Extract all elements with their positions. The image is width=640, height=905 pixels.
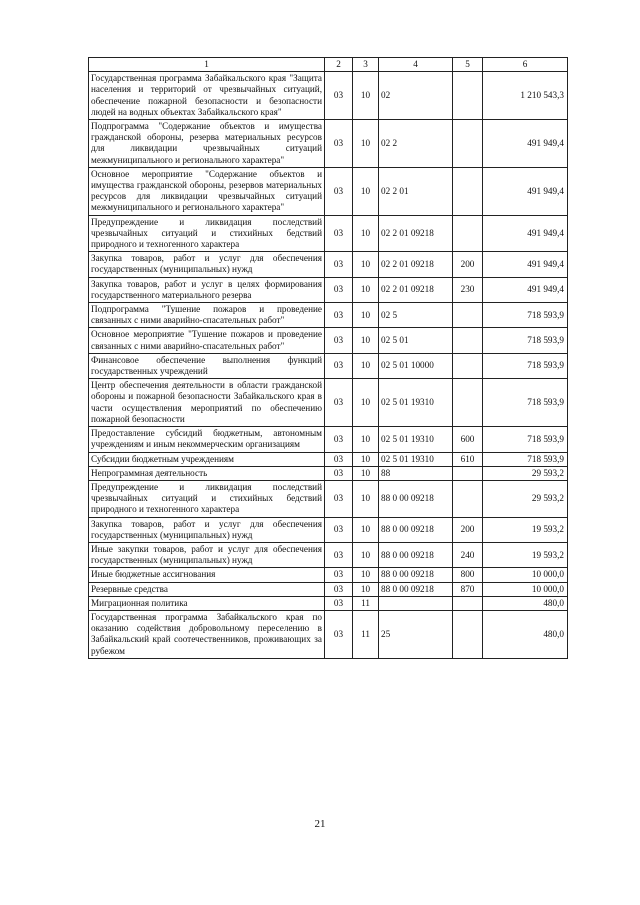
row-subsection: 10 bbox=[353, 328, 379, 353]
row-subsection: 10 bbox=[353, 542, 379, 567]
row-amount: 491 949,4 bbox=[483, 167, 568, 215]
page-number: 21 bbox=[314, 818, 326, 830]
table-row bbox=[89, 379, 568, 427]
row-amount: 480,0 bbox=[483, 596, 568, 610]
row-name: Закупка товаров, работ и услуг для обеспечения государственных (муниципальных) нужд bbox=[89, 517, 325, 542]
row-subsection: 10 bbox=[353, 167, 379, 215]
table-row bbox=[89, 610, 568, 658]
row-target-code: 02 5 01 19310 bbox=[379, 379, 453, 427]
row-amount: 10 000,0 bbox=[483, 568, 568, 582]
row-target-code: 02 5 01 10000 bbox=[379, 353, 453, 378]
row-subsection: 10 bbox=[353, 72, 379, 120]
header-col-6: 6 bbox=[483, 58, 568, 72]
row-amount: 19 593,2 bbox=[483, 517, 568, 542]
row-name: Предупреждение и ликвидация последствий чрезвычайных ситуаций и стихийных бедствий природного и техногенного характера bbox=[89, 480, 325, 517]
row-amount: 19 593,2 bbox=[483, 542, 568, 567]
table-row bbox=[89, 466, 568, 480]
row-amount: 718 593,9 bbox=[483, 303, 568, 328]
table-row bbox=[89, 517, 568, 542]
row-expense-type: 800 bbox=[453, 568, 483, 582]
row-subsection: 10 bbox=[353, 466, 379, 480]
row-subsection: 10 bbox=[353, 427, 379, 452]
row-amount: 491 949,4 bbox=[483, 277, 568, 302]
row-section: 03 bbox=[325, 480, 353, 517]
table-row bbox=[89, 252, 568, 277]
row-name: Подпрограмма "Содержание объектов и имущества гражданской обороны, резерва материальных ресурсов для ликвидации чрезвычайных ситуаций межмуниципального и регионального характера" bbox=[89, 120, 325, 168]
row-name: Иные бюджетные ассигнования bbox=[89, 568, 325, 582]
row-name: Подпрограмма "Тушение пожаров и проведение связанных с ними аварийно-спасательных работ" bbox=[89, 303, 325, 328]
row-section: 03 bbox=[325, 466, 353, 480]
row-name: Субсидии бюджетным учреждениям bbox=[89, 452, 325, 466]
table-row bbox=[89, 328, 568, 353]
row-expense-type bbox=[453, 596, 483, 610]
row-amount: 10 000,0 bbox=[483, 582, 568, 596]
table-row bbox=[89, 542, 568, 567]
header-col-4: 4 bbox=[379, 58, 453, 72]
row-name: Основное мероприятие "Содержание объектов и имущества гражданской обороны, резервов материальных ресурсов для ликвидации чрезвычайных ситуаций межмуниципального и регионального характера" bbox=[89, 167, 325, 215]
row-section: 03 bbox=[325, 277, 353, 302]
row-subsection: 10 bbox=[353, 379, 379, 427]
row-section: 03 bbox=[325, 328, 353, 353]
row-expense-type: 200 bbox=[453, 517, 483, 542]
row-name: Закупка товаров, работ и услуг в целях формирования государственного материального резерва bbox=[89, 277, 325, 302]
row-section: 03 bbox=[325, 610, 353, 658]
row-expense-type: 230 bbox=[453, 277, 483, 302]
table-row bbox=[89, 303, 568, 328]
table-row bbox=[89, 582, 568, 596]
row-target-code: 02 2 bbox=[379, 120, 453, 168]
row-target-code: 02 2 01 09218 bbox=[379, 215, 453, 252]
row-target-code: 02 2 01 09218 bbox=[379, 277, 453, 302]
table-header-row bbox=[89, 58, 568, 72]
row-section: 03 bbox=[325, 120, 353, 168]
row-name: Государственная программа Забайкальского края по оказанию содействия добровольному переселению в Забайкальский край соотечественников, проживающих за рубежом bbox=[89, 610, 325, 658]
table-row bbox=[89, 452, 568, 466]
row-amount: 480,0 bbox=[483, 610, 568, 658]
row-name: Основное мероприятие "Тушение пожаров и проведение связанных с ними аварийно-спасательных работ" bbox=[89, 328, 325, 353]
header-col-3: 3 bbox=[353, 58, 379, 72]
table-row bbox=[89, 72, 568, 120]
row-expense-type: 240 bbox=[453, 542, 483, 567]
row-amount: 718 593,9 bbox=[483, 379, 568, 427]
row-expense-type bbox=[453, 610, 483, 658]
header-col-1: 1 bbox=[89, 58, 325, 72]
row-expense-type bbox=[453, 353, 483, 378]
row-amount: 718 593,9 bbox=[483, 353, 568, 378]
row-target-code: 88 0 00 09218 bbox=[379, 582, 453, 596]
row-section: 03 bbox=[325, 167, 353, 215]
row-section: 03 bbox=[325, 568, 353, 582]
row-amount: 718 593,9 bbox=[483, 452, 568, 466]
row-subsection: 10 bbox=[353, 120, 379, 168]
row-target-code: 02 5 01 bbox=[379, 328, 453, 353]
row-target-code: 02 5 bbox=[379, 303, 453, 328]
table-row bbox=[89, 596, 568, 610]
row-expense-type bbox=[453, 303, 483, 328]
row-section: 03 bbox=[325, 303, 353, 328]
table-row bbox=[89, 215, 568, 252]
row-section: 03 bbox=[325, 353, 353, 378]
row-target-code: 02 5 01 19310 bbox=[379, 427, 453, 452]
row-expense-type bbox=[453, 120, 483, 168]
row-name: Предупреждение и ликвидация последствий чрезвычайных ситуаций и стихийных бедствий природного и техногенного характера bbox=[89, 215, 325, 252]
row-section: 03 bbox=[325, 542, 353, 567]
row-target-code: 88 0 00 09218 bbox=[379, 480, 453, 517]
row-amount: 718 593,9 bbox=[483, 427, 568, 452]
row-subsection: 10 bbox=[353, 277, 379, 302]
row-amount: 1 210 543,3 bbox=[483, 72, 568, 120]
row-target-code: 02 2 01 bbox=[379, 167, 453, 215]
row-subsection: 10 bbox=[353, 452, 379, 466]
row-section: 03 bbox=[325, 452, 353, 466]
row-subsection: 11 bbox=[353, 596, 379, 610]
row-section: 03 bbox=[325, 517, 353, 542]
row-subsection: 11 bbox=[353, 610, 379, 658]
row-section: 03 bbox=[325, 252, 353, 277]
row-amount: 29 593,2 bbox=[483, 480, 568, 517]
table-row bbox=[89, 353, 568, 378]
table-row bbox=[89, 167, 568, 215]
table-row bbox=[89, 427, 568, 452]
row-expense-type: 870 bbox=[453, 582, 483, 596]
row-name: Иные закупки товаров, работ и услуг для обеспечения государственных (муниципальных) нужд bbox=[89, 542, 325, 567]
row-name: Центр обеспечения деятельности в области гражданской обороны и пожарной безопасности Забайкальского края в части осуществления мероприятий по обеспечению пожарной безопасности bbox=[89, 379, 325, 427]
row-subsection: 10 bbox=[353, 582, 379, 596]
row-subsection: 10 bbox=[353, 568, 379, 582]
row-target-code bbox=[379, 596, 453, 610]
row-section: 03 bbox=[325, 215, 353, 252]
table-row bbox=[89, 120, 568, 168]
row-section: 03 bbox=[325, 72, 353, 120]
row-amount: 491 949,4 bbox=[483, 120, 568, 168]
row-target-code: 25 bbox=[379, 610, 453, 658]
row-section: 03 bbox=[325, 582, 353, 596]
row-section: 03 bbox=[325, 427, 353, 452]
budget-table bbox=[88, 57, 568, 659]
header-col-5: 5 bbox=[453, 58, 483, 72]
row-target-code: 02 bbox=[379, 72, 453, 120]
row-expense-type bbox=[453, 379, 483, 427]
row-name: Непрограммная деятельность bbox=[89, 466, 325, 480]
table-row bbox=[89, 568, 568, 582]
row-target-code: 88 0 00 09218 bbox=[379, 542, 453, 567]
table-row bbox=[89, 277, 568, 302]
row-section: 03 bbox=[325, 596, 353, 610]
row-target-code: 88 0 00 09218 bbox=[379, 517, 453, 542]
row-name: Закупка товаров, работ и услуг для обеспечения государственных (муниципальных) нужд bbox=[89, 252, 325, 277]
budget-table-container bbox=[88, 57, 567, 659]
row-name: Резервные средства bbox=[89, 582, 325, 596]
row-subsection: 10 bbox=[353, 252, 379, 277]
row-amount: 718 593,9 bbox=[483, 328, 568, 353]
row-amount: 491 949,4 bbox=[483, 215, 568, 252]
header-col-2: 2 bbox=[325, 58, 353, 72]
row-name: Государственная программа Забайкальского края "Защита населения и территорий от чрезвычайных ситуаций, обеспечение пожарной безопасности и безопасности людей на водных объектах Забайкальского края" bbox=[89, 72, 325, 120]
row-expense-type bbox=[453, 480, 483, 517]
row-subsection: 10 bbox=[353, 303, 379, 328]
row-subsection: 10 bbox=[353, 215, 379, 252]
row-expense-type: 200 bbox=[453, 252, 483, 277]
row-expense-type: 610 bbox=[453, 452, 483, 466]
row-expense-type bbox=[453, 167, 483, 215]
row-subsection: 10 bbox=[353, 480, 379, 517]
row-subsection: 10 bbox=[353, 517, 379, 542]
row-name: Миграционная политика bbox=[89, 596, 325, 610]
row-target-code: 88 0 00 09218 bbox=[379, 568, 453, 582]
row-amount: 29 593,2 bbox=[483, 466, 568, 480]
row-subsection: 10 bbox=[353, 353, 379, 378]
row-expense-type bbox=[453, 215, 483, 252]
row-amount: 491 949,4 bbox=[483, 252, 568, 277]
row-expense-type bbox=[453, 72, 483, 120]
row-name: Предоставление субсидий бюджетным, автономным учреждениям и иным некоммерческим организациям bbox=[89, 427, 325, 452]
row-section: 03 bbox=[325, 379, 353, 427]
table-row bbox=[89, 480, 568, 517]
row-expense-type bbox=[453, 466, 483, 480]
row-target-code: 88 bbox=[379, 466, 453, 480]
row-target-code: 02 2 01 09218 bbox=[379, 252, 453, 277]
row-expense-type: 600 bbox=[453, 427, 483, 452]
row-target-code: 02 5 01 19310 bbox=[379, 452, 453, 466]
row-expense-type bbox=[453, 328, 483, 353]
row-name: Финансовое обеспечение выполнения функций государственных учреждений bbox=[89, 353, 325, 378]
